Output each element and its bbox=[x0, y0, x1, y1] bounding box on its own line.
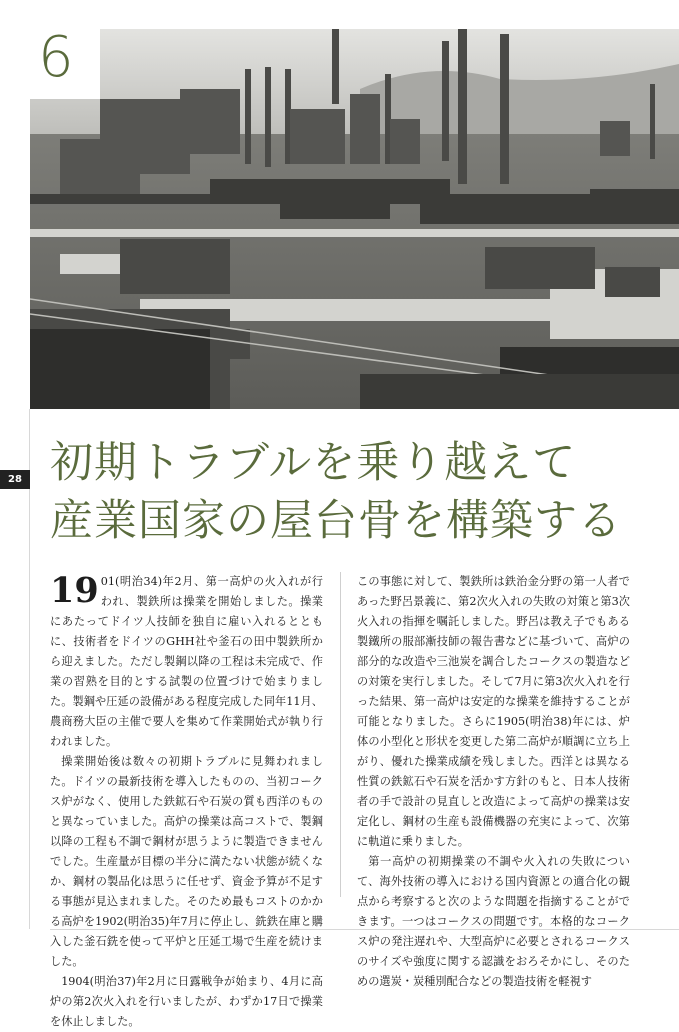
paragraph-text: 01(明治34)年2月、第一高炉の火入れが行われ、製鉄所は操業を開始しました。操業にあたってドイツ人技師を独自に雇い入れるとともに、技術者をドイツのGHH社や釜石の田中製鉄所から迎えました。ただし製鋼以降の工程は未完成で、作業の習熟を目的とする試製の位置づけで始まりました。製鋼や圧延の設備がある程度完成した同年11月、農商務大臣の主催で要人を集めて作業開始式が執り行われました。 bbox=[50, 575, 323, 748]
chapter-number: 6 bbox=[38, 25, 74, 90]
dropcap: 19 bbox=[50, 570, 99, 611]
steelworks-photo bbox=[30, 29, 679, 409]
paragraph bbox=[50, 572, 323, 752]
paragraph: 操業開始後は数々の初期トラブルに見舞われました。ドイツの最新技術を導入したものの、当初コークス炉がなく、使用した鉄鉱石や石炭の質も西洋のものと異なっていました。高炉の操業は高コストで、製鋼以降の工程も不調で鋼材が思うように製造できませんでした。生産量が目標の半分に満たない状態が続くなか、鋼材の製品化は思うに任せず、資金予算が不足する事態が見込まれました。そのため最もコストのかかる高炉を1902(明治35)年7月に停止し、銑鉄在庫と購入した釜石銑を使って平炉と圧延工場で生産を続けました。 bbox=[50, 755, 323, 968]
bottom-rule bbox=[50, 929, 679, 930]
steelworks-illustration bbox=[30, 29, 679, 409]
paragraph: 1904(明治37)年2月に日露戦争が始まり、4月に高炉の第2次火入れを行いましたが、わずか17日で操業を休止しました。 bbox=[50, 975, 323, 1028]
headline-line1: 初期トラブルを乗り越えて bbox=[50, 438, 577, 488]
headline bbox=[50, 434, 670, 550]
column-divider bbox=[340, 572, 341, 897]
body-column-left bbox=[50, 572, 323, 1032]
headline-line2: 産業国家の屋台骨を構築する bbox=[50, 496, 622, 546]
paragraph: この事態に対して、製鉄所は鉄治金分野の第一人者であった野呂景義に、第2次火入れの失敗の対策と第3次火入れの指揮を嘱託しました。野呂は教え子でもある製鐵所の服部漸技師の報告書などに基づいて、高炉の部分的な改造や三池炭を調合したコークスの製造などの対策を実行しました。そして7月に第3次火入れを行った結果、第一高炉は安定的な操業を維持することが可能となりました。さらに1905(明治38)年には、炉体の小型化と形状を変更した第二高炉が順調に立ち上がり、優れた操業成績を残しました。西洋とは異なる性質の鉄鉱石や石炭を活かす方針のもと、日本人技術者の手で設計の見直しと改造によって高炉の操業は安定化し、鋼材の生産も設備機器の充実によって、次第に軌道に乗りました。 bbox=[357, 575, 630, 848]
paragraph: 第一高炉の初期操業の不調や火入れの失敗について、海外技術の導入における国内資源との適合化の観点から考察すると次のような問題を指摘することができます。一つはコークスの問題です。本格的なコークス炉の発注遅れや、大型高炉に必要とされるコークスのサイズや強度に関する認識をおろそかにし、そのための選炭・炭種別配合などの製造技術を軽視す bbox=[357, 855, 630, 988]
page-number: 28 bbox=[0, 470, 30, 489]
